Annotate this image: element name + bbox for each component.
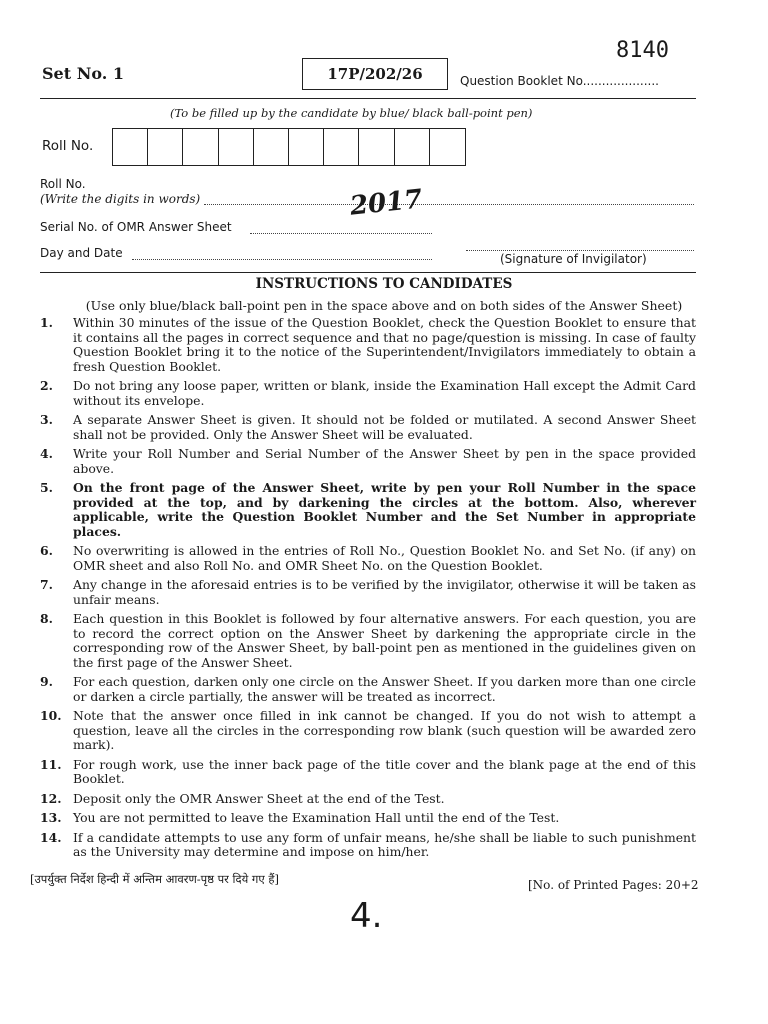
roll-no-label: Roll No. xyxy=(42,138,94,154)
roll-digit-box[interactable] xyxy=(254,129,289,165)
form-divider xyxy=(40,272,696,273)
instruction-item: 3. A separate Answer Sheet is given. It should not be folded or mutilated. A second Answer Sheet shall not be provided. Only the Answer Sheet will be evaluated. xyxy=(40,412,696,442)
instruction-item: 9. For each question, darken only one circle on the Answer Sheet. If you darken more than one circle or darken a circle partially, the answer will be treated as incorrect. xyxy=(40,674,696,704)
day-date-label: Day and Date xyxy=(40,246,123,260)
question-booklet-number: 8140 xyxy=(616,38,669,63)
header-divider xyxy=(40,98,696,99)
paper-code-box: 17P/202/26 xyxy=(302,58,448,90)
invigilator-signature-label: (Signature of Invigilator) xyxy=(500,252,647,266)
instructions-list xyxy=(40,316,696,865)
handwritten-number: 4. xyxy=(350,896,383,936)
instruction-item: 6. No overwriting is allowed in the entries of Roll No., Question Booklet No. and Set No. (if any) on OMR sheet and also Roll No. and OMR Sheet No. on the Question Booklet. xyxy=(40,543,696,573)
instruction-item: 14. If a candidate attempts to use any form of unfair means, he/she shall be liable to such punishment as the University may determine and impose on him/her. xyxy=(40,829,696,859)
roll-no-boxes[interactable] xyxy=(112,128,466,166)
roll-digit-box[interactable] xyxy=(219,129,254,165)
instruction-item: 12. Deposit only the OMR Answer Sheet at the end of the Test. xyxy=(40,790,445,806)
roll-digit-box[interactable] xyxy=(324,129,359,165)
invigilator-signature-line[interactable] xyxy=(466,250,694,251)
roll-no-words-line[interactable] xyxy=(204,204,694,205)
instruction-item: 2. Do not bring any loose paper, written or blank, inside the Examination Hall except the Admit Card without its envelope. xyxy=(40,378,696,408)
roll-digit-box[interactable] xyxy=(430,129,465,165)
omr-serial-line[interactable] xyxy=(250,233,432,234)
fill-instruction-note: (To be filled up by the candidate by blue/ black ball-point pen) xyxy=(170,106,533,120)
day-date-line[interactable] xyxy=(132,259,432,260)
printed-pages-note: [No. of Printed Pages: 20+2 xyxy=(528,878,699,892)
roll-digit-box[interactable] xyxy=(395,129,430,165)
handwritten-year: 2017 xyxy=(348,184,424,222)
instruction-item: 7. Any change in the aforesaid entries is to be verified by the invigilator, otherwise it will be taken as unfair means. xyxy=(40,577,696,607)
hindi-note: [उपर्युक्त निर्देश हिन्दी में अन्तिम आवरण-पृष्ठ पर दिये गए हैं] xyxy=(30,872,280,886)
instructions-subtitle: (Use only blue/black ball-point pen in the space above and on both sides of the Answer Sheet) xyxy=(85,298,683,313)
roll-no-words-label: Roll No. xyxy=(40,177,86,191)
instruction-item: 10. Note that the answer once filled in ink cannot be changed. If you do not wish to attempt a question, leave all the circles in the corresponding row blank (such question will be awarded zero mark). xyxy=(40,708,696,752)
instruction-item: 8. Each question in this Booklet is followed by four alternative answers. For each question, you are to record the correct option on the Answer Sheet by darkening the appropriate circle in the corresponding row of the Answer Sheet, by ball-point pen as mentioned in the guidelines given on the first page of the Answer Sheet. xyxy=(40,611,696,670)
roll-digit-box[interactable] xyxy=(289,129,324,165)
instruction-item: 1. Within 30 minutes of the issue of the Question Booklet, check the Question Booklet to ensure that it contains all the pages in correct sequence and that no page/question is missing. In case of faulty Question Booklet bring it to the notice of the Superintendent/Invigilators immediately to obtain a fresh Question Booklet. xyxy=(40,315,696,374)
instruction-item: 11. For rough work, use the inner back page of the title cover and the blank page at the end of this Booklet. xyxy=(40,756,696,786)
question-booklet-label: Question Booklet No.................... xyxy=(460,74,659,88)
roll-digit-box[interactable] xyxy=(113,129,148,165)
instruction-item: 5. On the front page of the Answer Sheet, write by pen your Roll Number in the space provided at the top, and by darkening the circles at the bottom. Also, wherever applicable, write the Question Booklet Number and the Set Number in appropriate places. xyxy=(40,480,696,539)
roll-digit-box[interactable] xyxy=(148,129,183,165)
set-number: Set No. 1 xyxy=(42,64,124,83)
instructions-title: INSTRUCTIONS TO CANDIDATES xyxy=(255,276,513,292)
roll-digit-box[interactable] xyxy=(359,129,394,165)
instruction-item: 4. Write your Roll Number and Serial Number of the Answer Sheet by pen in the space provided above. xyxy=(40,446,696,476)
roll-no-words-hint: (Write the digits in words) xyxy=(40,192,201,206)
instruction-item: 13. You are not permitted to leave the Examination Hall until the end of the Test. xyxy=(40,810,560,825)
omr-serial-label: Serial No. of OMR Answer Sheet xyxy=(40,220,232,234)
roll-digit-box[interactable] xyxy=(183,129,218,165)
